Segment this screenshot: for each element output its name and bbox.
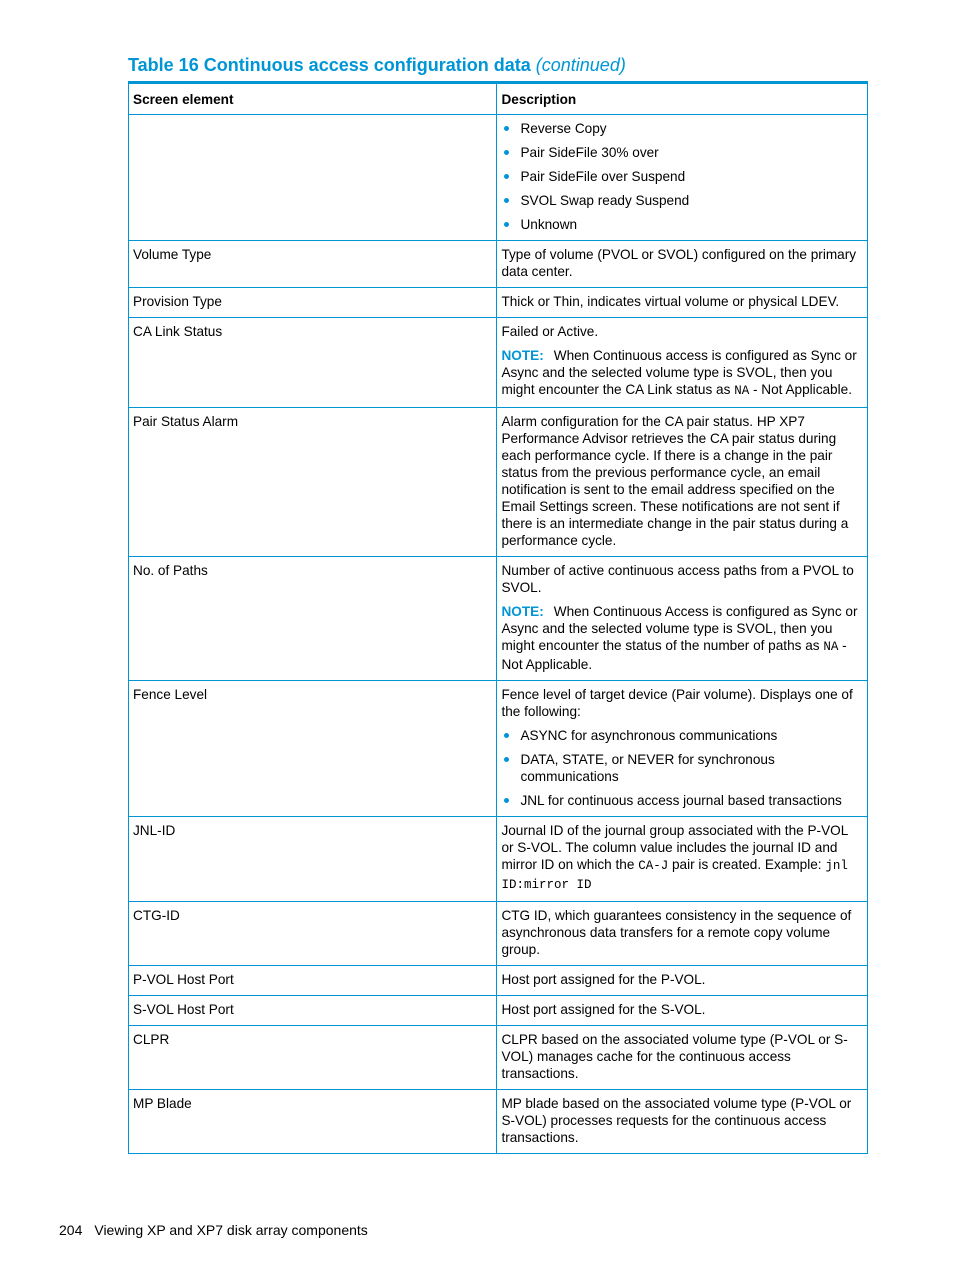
element-cell: P-VOL Host Port xyxy=(129,966,497,996)
bullet-icon xyxy=(504,798,509,803)
list-item xyxy=(501,792,862,809)
description-cell: CTG ID, which guarantees consistency in the sequence of asynchronous data transfers for a remote copy volume group. xyxy=(497,902,868,966)
table-row xyxy=(129,241,868,288)
bullet-icon xyxy=(504,198,509,203)
description-cell xyxy=(497,557,868,681)
table-row xyxy=(129,318,868,408)
bullet-icon xyxy=(504,757,509,762)
list-item xyxy=(501,144,862,161)
note-text: When Continuous access is configured as Sync or Async and the selected volume type is SVOL, then you might encounter the CA Link status as xyxy=(501,348,857,397)
note-tail: - Not Applicable. xyxy=(501,638,847,672)
table-row xyxy=(129,902,868,966)
list-item xyxy=(501,168,862,185)
table-row xyxy=(129,408,868,557)
bullet-icon xyxy=(504,733,509,738)
element-cell: Volume Type xyxy=(129,241,497,288)
footer-section-title: Viewing XP and XP7 disk array components xyxy=(94,1222,368,1238)
bullet-icon xyxy=(504,174,509,179)
list-item xyxy=(501,751,862,785)
element-cell: MP Blade xyxy=(129,1090,497,1154)
table-row xyxy=(129,966,868,996)
list-item-text: SVOL Swap ready Suspend xyxy=(520,193,690,208)
status-value-list xyxy=(501,120,862,233)
description-cell: Type of volume (PVOL or SVOL) configured on the primary data center. xyxy=(497,241,868,288)
list-item-text: ASYNC for asynchronous communications xyxy=(520,728,778,743)
description-cell: CLPR based on the associated volume type (P-VOL or S-VOL) manages cache for the continuous access transactions. xyxy=(497,1026,868,1090)
list-item-text: DATA, STATE, or NEVER for synchronous communications xyxy=(520,752,775,784)
note-code: NA xyxy=(823,640,839,654)
table-row xyxy=(129,288,868,318)
list-item-text: Pair SideFile over Suspend xyxy=(520,169,686,184)
code-text: CA-J xyxy=(638,859,669,873)
list-item-text: Unknown xyxy=(520,217,578,232)
list-item xyxy=(501,727,862,744)
table-caption xyxy=(128,55,626,76)
description-cell xyxy=(497,318,868,408)
element-cell: Provision Type xyxy=(129,288,497,318)
table-row xyxy=(129,996,868,1026)
element-cell: Fence Level xyxy=(129,681,497,817)
element-cell: S-VOL Host Port xyxy=(129,996,497,1026)
element-cell: JNL-ID xyxy=(129,817,497,902)
description-text: Number of active continuous access paths from a PVOL to SVOL. xyxy=(501,563,854,595)
description-cell: Alarm configuration for the CA pair status. HP XP7 Performance Advisor retrieves the CA pair status during each performance cycle. If there is a change in the pair status from the previous performance cycle, an email notification is sent to the email address specified on the Email Settings screen. These notifications are not sent if there is an intermediate change in the pair status during a performance cycle. xyxy=(497,408,868,557)
element-cell: CTG-ID xyxy=(129,902,497,966)
description-text: Journal ID of the journal group associated with the P-VOL or S-VOL. The column value includes the journal ID and mirror ID on which the xyxy=(501,823,848,872)
header-description: Description xyxy=(497,83,868,115)
header-screen-element: Screen element xyxy=(129,83,497,115)
note-label: NOTE: xyxy=(501,348,544,363)
note xyxy=(501,347,862,400)
list-item xyxy=(501,216,862,233)
element-cell: CA Link Status xyxy=(129,318,497,408)
table-row xyxy=(129,681,868,817)
description-cell xyxy=(497,115,868,241)
element-cell: No. of Paths xyxy=(129,557,497,681)
element-cell: CLPR xyxy=(129,1026,497,1090)
table-row xyxy=(129,817,868,902)
note xyxy=(501,603,862,673)
list-item xyxy=(501,120,862,137)
description-text: pair is created. Example: xyxy=(668,857,826,872)
list-item-text: Pair SideFile 30% over xyxy=(520,145,659,160)
description-cell: Host port assigned for the S-VOL. xyxy=(497,996,868,1026)
table-row xyxy=(129,1026,868,1090)
note-text: When Continuous Access is configured as Sync or Async and the selected volume type is SVOL, then you might encounter the status of the number of paths as xyxy=(501,604,858,653)
description-cell xyxy=(497,817,868,902)
element-cell xyxy=(129,115,497,241)
list-item-text: Reverse Copy xyxy=(520,121,607,136)
note-label: NOTE: xyxy=(501,604,544,619)
bullet-icon xyxy=(504,222,509,227)
element-cell: Pair Status Alarm xyxy=(129,408,497,557)
configuration-table xyxy=(128,81,868,1154)
list-item xyxy=(501,192,862,209)
description-text: Failed or Active. xyxy=(501,324,599,339)
table-row xyxy=(129,115,868,241)
bullet-icon xyxy=(504,150,509,155)
table-header-row xyxy=(129,83,868,115)
description-cell: Thick or Thin, indicates virtual volume or physical LDEV. xyxy=(497,288,868,318)
page-number: 204 xyxy=(59,1222,83,1238)
bullet-icon xyxy=(504,126,509,131)
table-caption-continued: (continued) xyxy=(535,55,626,75)
description-text: Fence level of target device (Pair volume). Displays one of the following: xyxy=(501,687,853,719)
description-cell: Host port assigned for the P-VOL. xyxy=(497,966,868,996)
table-row xyxy=(129,557,868,681)
list-item-text: JNL for continuous access journal based transactions xyxy=(520,793,842,808)
fence-level-list xyxy=(501,727,862,809)
page-footer xyxy=(59,1222,368,1238)
note-tail: - Not Applicable. xyxy=(749,382,852,397)
table-row xyxy=(129,1090,868,1154)
description-cell: MP blade based on the associated volume type (P-VOL or S-VOL) processes requests for the continuous access transactions. xyxy=(497,1090,868,1154)
code-example: jnl ID:mirror ID xyxy=(501,859,848,892)
description-cell xyxy=(497,681,868,817)
table-caption-title: Table 16 Continuous access configuration data xyxy=(128,55,531,75)
note-code: NA xyxy=(734,384,750,398)
